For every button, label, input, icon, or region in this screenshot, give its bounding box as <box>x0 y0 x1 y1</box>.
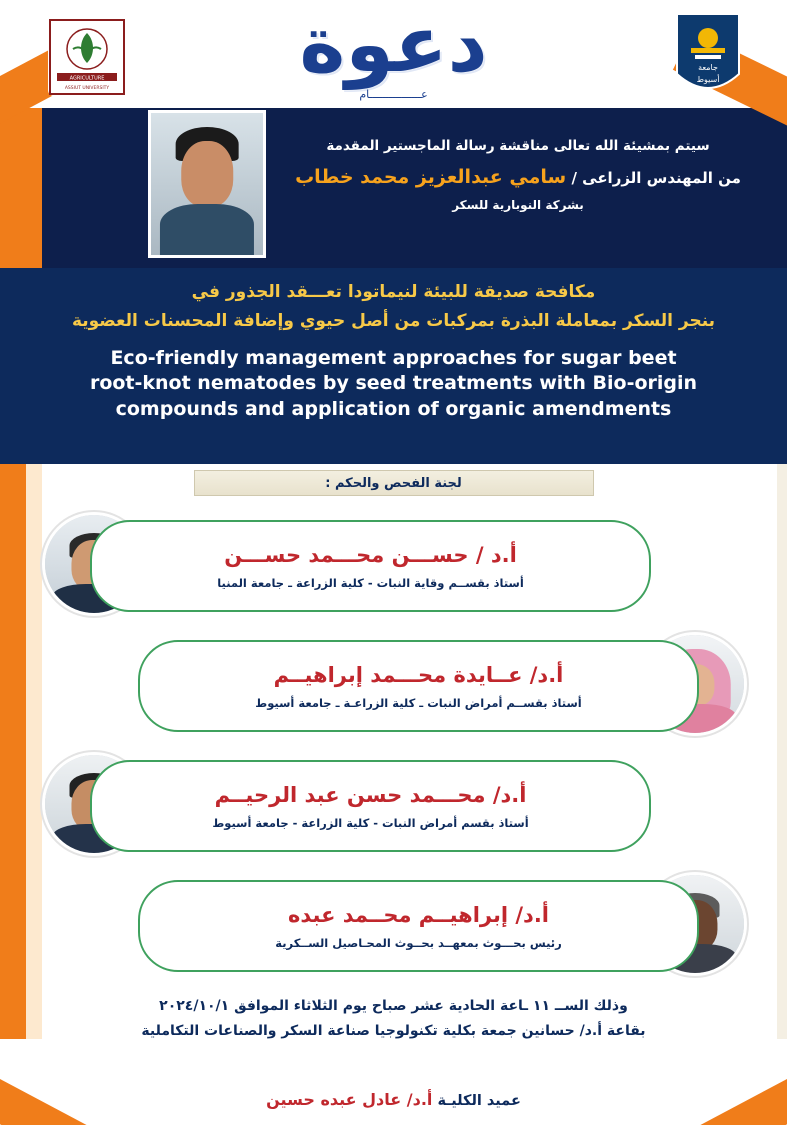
candidate-photo <box>148 110 266 258</box>
candidate-line <box>283 166 753 188</box>
background-right-stripe <box>777 464 787 1039</box>
candidate-name: سامي عبدالعزيز محمد خطاب <box>295 166 567 188</box>
committee-banner-label: لجنة الفحص والحكم : <box>325 475 462 491</box>
page-title-invitation: دعوة <box>299 0 488 90</box>
dean-signature <box>0 1090 787 1109</box>
svg-text:ASSIUT UNIVERSITY: ASSIUT UNIVERSITY <box>64 86 110 91</box>
thesis-title-english-line2: root-knot nematodes by seed treatments with Bio-origin <box>89 372 698 395</box>
thesis-announcement-line: سيتم بمشيئة الله تعالى مناقشة رسالة الماجستير المقدمة <box>326 138 710 154</box>
header-text-block <box>283 138 753 212</box>
committee-member-role-2: أستاذ بقســم أمراض النبات ـ كلية الزراعـة ـ جامعة أسيوط <box>255 695 582 710</box>
candidate-affiliation: بشركة النوبارية للسكر <box>452 198 584 212</box>
thesis-title-english-line1: Eco-friendly management approaches for sugar beet <box>110 346 677 369</box>
committee-member-role-1: أستاذ بقســم وقاية النبات - كلية الزراعة ـ جامعة المنيا <box>217 575 524 590</box>
svg-text:AGRICULTURE: AGRICULTURE <box>69 75 105 82</box>
list-item <box>42 508 747 624</box>
background-cream-stripe <box>26 464 42 1039</box>
event-datetime: وذلك الســ ١١ ـاعة الحادية عشر صباح يوم الثلاثاء الموافق ٢٠٢٤/١٠/١ <box>159 998 628 1014</box>
svg-text:أسيوط: أسيوط <box>696 75 720 84</box>
committee-member-name-4: أ.د/ إبراهيــم محــمد عبده <box>288 902 550 927</box>
committee-banner <box>194 470 594 496</box>
committee-member-name-1: أ.د / حســـن محـــمد حســـن <box>224 542 517 567</box>
thesis-title-arabic-line1: مكافحة صديقة للبيئة لنيماتودا تعـــقد الجذور في <box>191 282 596 302</box>
background-orange-left-header <box>0 108 42 268</box>
thesis-title-arabic-line2: بنجر السكر بمعاملة البذرة بمركبات من أصل حيوي وإضافة المحسنات العضوية <box>71 310 716 331</box>
committee-member-name-3: أ.د/ محـــمد حسن عبد الرحيــم <box>214 782 527 807</box>
candidate-prefix: من المهندس الزراعى / <box>571 169 741 187</box>
event-details <box>0 998 787 1039</box>
page-subtitle-invitation: عــــــــــــــــام <box>359 88 428 101</box>
committee-member-name-2: أ.د/ عــايدة محـــمد إبراهيــم <box>273 662 564 687</box>
thesis-title-block <box>0 278 787 423</box>
dean-name: أ.د/ عادل عبده حسين <box>266 1090 433 1109</box>
thesis-title-english <box>28 346 759 423</box>
list-item <box>42 748 747 864</box>
svg-text:جامعة: جامعة <box>698 63 718 72</box>
event-venue: بقاعة أ.د/ حسانين جمعة بكلية تكنولوجيا صناعة السكر والصناعات التكاملية <box>141 1023 646 1039</box>
committee-member-card-1 <box>90 520 651 612</box>
committee-member-card-2 <box>138 640 699 732</box>
committee-member-card-3 <box>90 760 651 852</box>
background-orange-stripe <box>0 464 26 1039</box>
list-item <box>42 868 747 984</box>
dean-label: عميد الكليـة <box>437 1093 521 1109</box>
committee-member-role-3: أستاذ بقسم أمراض النبات - كلية الزراعة - جامعة أسيوط <box>212 815 529 830</box>
thesis-title-english-line3: compounds and application of organic amendments <box>115 398 672 421</box>
list-item <box>42 628 747 744</box>
committee-member-card-4 <box>138 880 699 972</box>
committee-member-role-4: رئيس بحـــوث بمعهــد بحــوث المحـاصيل الســكرية <box>275 935 562 950</box>
